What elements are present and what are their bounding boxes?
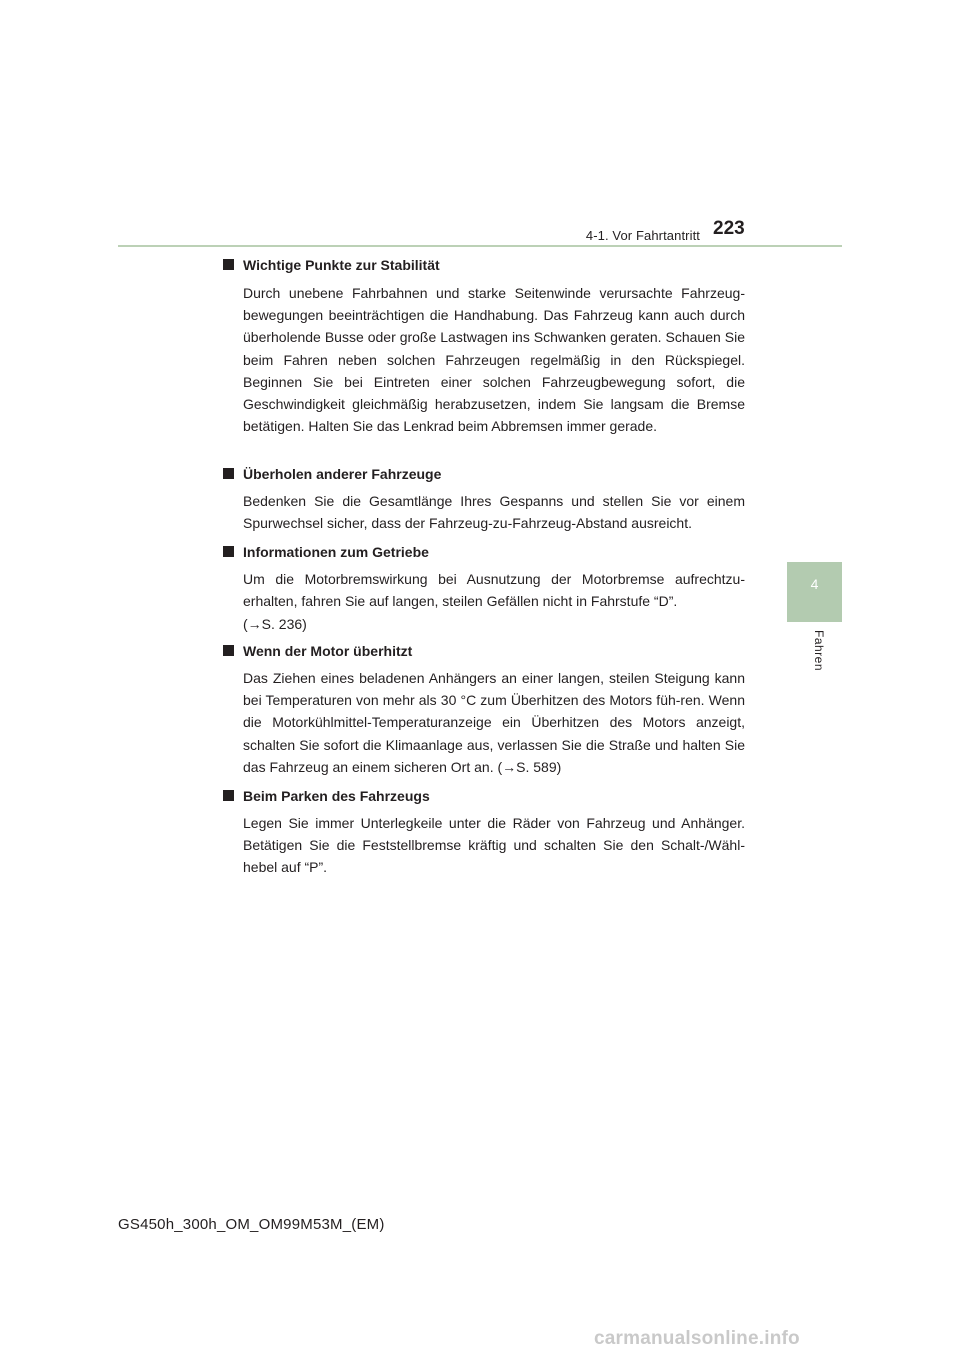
section-heading: Beim Parken des Fahrzeugs [243, 788, 430, 804]
page-reference-link[interactable]: (→S. 236) [243, 616, 307, 632]
square-bullet-icon [223, 645, 234, 656]
section-heading: Wenn der Motor überhitzt [243, 643, 412, 659]
chapter-tab [787, 562, 842, 622]
section-heading: Wichtige Punkte zur Stabilität [243, 257, 440, 273]
chapter-number: 4 [810, 576, 819, 592]
section-body: Um die Motorbremswirkung bei Ausnutzung der Motorbremse aufrechtzu-erhalten, fahren Sie auf langen, steilen Gefällen nicht in Fahrstufe “D”. [243, 571, 745, 610]
section-title: 4-1. Vor Fahrtantritt [585, 228, 700, 243]
section-body: Bedenken Sie die Gesamtlänge Ihres Gespanns und stellen Sie vor einem Spurwechsel sicher, dass der Fahrzeug-zu-Fahrzeug-Abstand ausreicht. [243, 493, 745, 532]
watermark-text: carmanualsonline.info [594, 1328, 800, 1349]
section-body: Legen Sie immer Unterlegkeile unter die Räder von Fahrzeug und Anhänger. Betätigen Sie die Feststellbremse kräftig und schalten Sie den Schalt-/Wähl-hebel auf “P”. [243, 815, 745, 876]
header-divider [118, 245, 842, 247]
square-bullet-icon [223, 468, 234, 479]
section-heading: Überholen anderer Fahrzeuge [243, 466, 441, 482]
page-number: 223 [713, 218, 745, 239]
section-body: Durch unebene Fahrbahnen und starke Seitenwinde verursachte Fahrzeug-bewegungen beeinträchtigen die Handhabung. Das Fahrzeug kann auch durch überholende Busse oder große Lastwagen ins Schwanken geraten. Schauen Sie beim Fahren neben solchen Fahrzeugen regelmäßig in den Rückspiegel. Beginnen Sie bei Eintreten einer solchen Fahrzeugbewegung sofort, die Geschwindigkeit gleichmäßig herabzusetzen, indem Sie langsam die Bremse betätigen. Halten Sie das Lenkrad beim Abbremsen immer gerade. [243, 285, 745, 435]
square-bullet-icon [223, 546, 234, 557]
section-body: Das Ziehen eines beladenen Anhängers an einer langen, steilen Steigung kann bei Temperaturen von mehr als 30 °C zum Überhitzen des Motors füh-ren. Wenn die Motorkühlmittel-Temperaturanzeige ein Überhitzen des Motors anzeigt, schalten Sie sofort die Klimaanlage aus, verlassen Sie die Straße und halten Sie das Fahrzeug an einem sicheren Ort an. (→S. 589) [243, 670, 745, 775]
section-heading: Informationen zum Getriebe [243, 544, 429, 560]
document-code: GS450h_300h_OM_OM99M53M_(EM) [118, 1216, 385, 1233]
square-bullet-icon [223, 790, 234, 801]
chapter-label: Fahren [812, 630, 826, 672]
square-bullet-icon [223, 259, 234, 270]
